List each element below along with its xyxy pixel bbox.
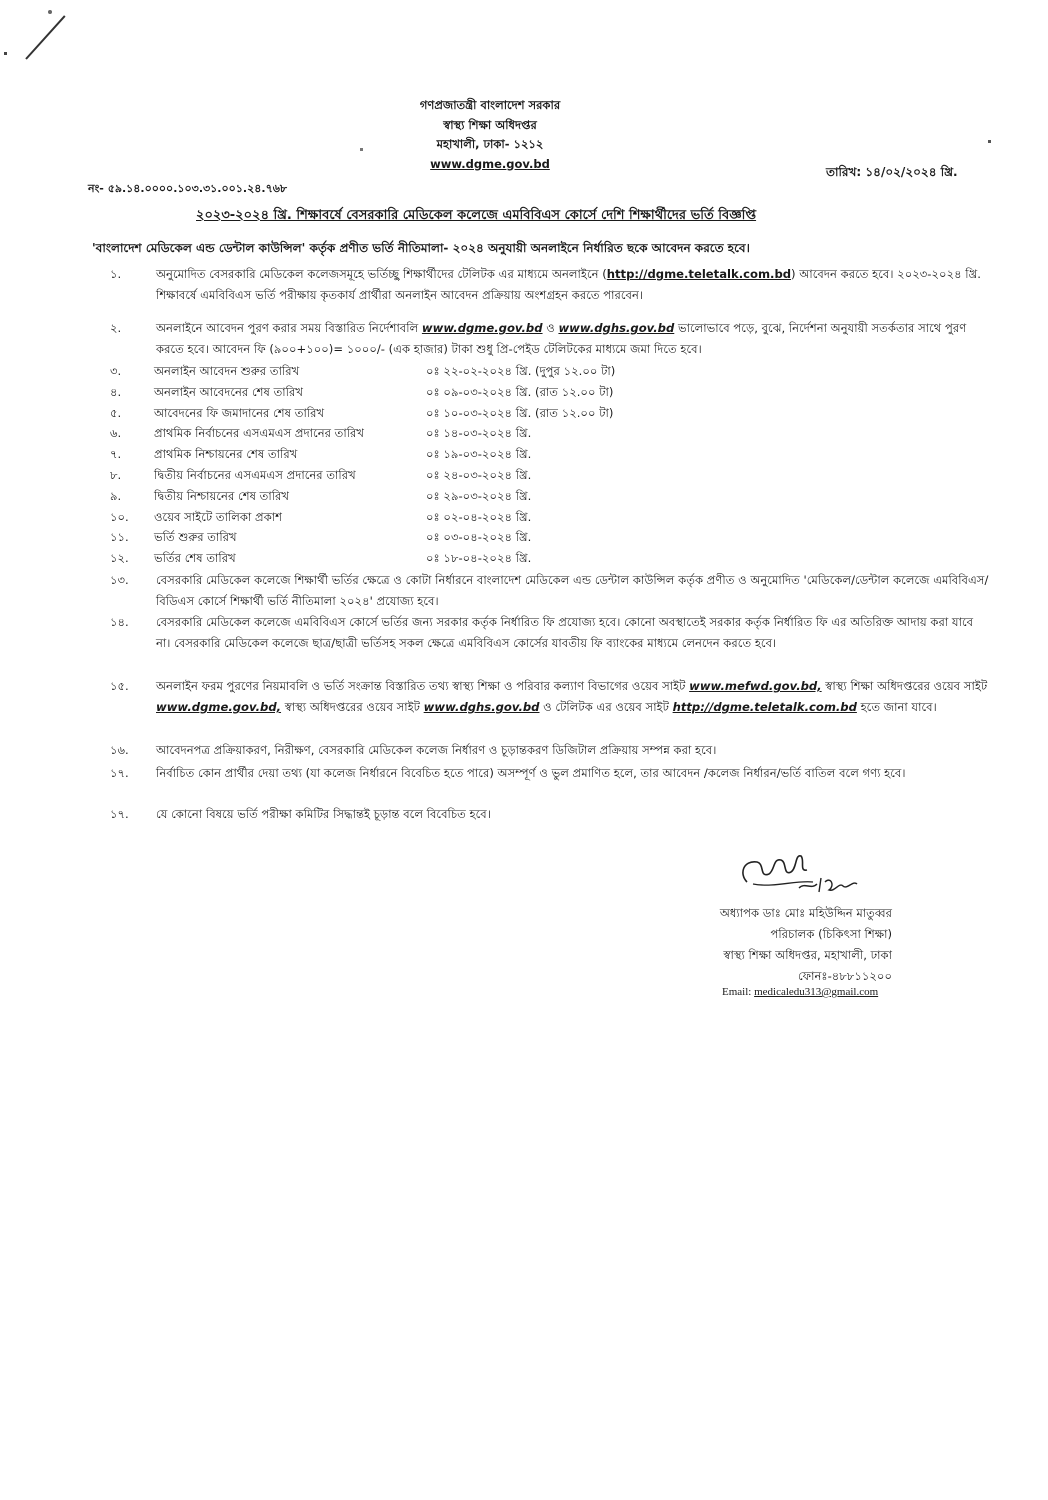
schedule-label: ওয়েব সাইটে তালিকা প্রকাশ: [154, 509, 283, 524]
schedule-date: ০ঃ ০৩-০৪-২০২৪ খ্রি.: [426, 530, 532, 545]
schedule-date: ০ঃ ১৯-০৩-২০২৪ খ্রি.: [426, 447, 532, 462]
signatory-block: [660, 903, 892, 987]
item-number: ৭.: [110, 447, 122, 462]
header-address: মহাখালী, ঢাকা- ১২১২: [436, 137, 544, 151]
list-item: [110, 612, 990, 654]
schedule-label: প্রাথমিক নির্বাচনের এসএমএস প্রদানের তারিখ: [154, 426, 365, 441]
notice-subtitle: 'বাংলাদেশ মেডিকেল এন্ড ডেন্টাল কাউন্সিল' কর্তৃক প্রণীত ভর্তি নীতিমালা- ২০২৪ অনুযায়ী অনলাইনে নির্ধারিত ছকে আবেদন করতে হবে।: [92, 241, 750, 255]
item-number: ৬.: [110, 426, 122, 441]
list-item: [110, 804, 990, 825]
header-department: স্বাস্থ্য শিক্ষা অধিদপ্তর: [443, 117, 537, 132]
item-number: ১৬.: [110, 743, 129, 757]
item-text: অনুমোদিত বেসরকারি মেডিকেল কলেজসমূহে ভর্তিচ্ছু শিক্ষার্থীদের টেলিটক এর মাধ্যমে অনলাইনে (http://dgme.teletalk.com.bd) আবেদন করতে হবে। ২০২৩-২০২৪ খ্রি. শিক্ষাবর্ষে এমবিবিএস ভর্তি পরীক্ষায় কৃতকার্য প্রার্থীরা অনলাইন আবেদন প্রক্রিয়ায় অংশগ্রহন করতে পারবেন।: [156, 267, 981, 302]
pen-mark: [25, 15, 65, 59]
schedule-label: ভর্তির শেষ তারিখ: [154, 551, 236, 566]
mefwd-link[interactable]: www.mefwd.gov.bd,: [689, 679, 822, 693]
item-number: ১৭.: [110, 766, 129, 780]
item-number: ১.: [110, 267, 122, 281]
teletalk-link[interactable]: http://dgme.teletalk.com.bd: [672, 700, 857, 714]
reference-number: নং- ৫৯.১৪.০০০০.১০৩.৩১.০০১.২৪.৭৬৮: [88, 182, 288, 195]
teletalk-link[interactable]: http://dgme.teletalk.com.bd: [606, 267, 792, 281]
item-number: ১৫.: [110, 679, 129, 693]
signatory-email-line: Email: medicaledu313@gmail.com: [722, 986, 879, 998]
schedule-label: দ্বিতীয় নির্বাচনের এসএমএস প্রদানের তারিখ: [154, 467, 356, 482]
schedule-date: ০ঃ ০২-০৪-২০২৪ খ্রি.: [426, 509, 532, 524]
signatory-title: পরিচালক (চিকিৎসা শিক্ষা): [770, 927, 892, 941]
header-government: গণপ্রজাতন্ত্রী বাংলাদেশ সরকার: [419, 98, 561, 112]
item-number: ৯.: [110, 488, 122, 503]
list-item: [110, 264, 990, 306]
item-number: ১৪.: [110, 615, 129, 629]
schedule-date: ০ঃ ২২-০২-২০২৪ খ্রি. (দুপুর ১২.০০ টা): [426, 364, 616, 378]
signatory-office: স্বাস্থ্য শিক্ষা অধিদপ্তর, মহাখালী, ঢাকা: [723, 948, 892, 962]
list-item: [110, 570, 990, 612]
scan-speck: [48, 10, 52, 14]
dghs-link[interactable]: www.dghs.gov.bd: [558, 321, 675, 335]
scan-speck: [360, 148, 363, 151]
item-text: বেসরকারি মেডিকেল কলেজে শিক্ষার্থী ভর্তির ক্ষেত্রে ও কোটা নির্ধারনে বাংলাদেশ মেডিকেল এন্ড ডেন্টাল কাউন্সিল কর্তৃক প্রণীত ও অনুমোদিত 'মেডিকেল/ডেন্টাল কলেজে এমবিবিএস/বিডিএস কোর্সে শিক্ষার্থী ভর্তি নীতিমালা ২০২৪' প্রযোজ্য হবে।: [156, 573, 989, 608]
schedule-date: ০ঃ ০৯-০৩-২০২৪ খ্রি. (রাত ১২.০০ টা): [426, 384, 614, 399]
item-number: ১১.: [110, 530, 129, 545]
schedule-label: আবেদনের ফি জমাদানের শেষ তারিখ: [154, 405, 325, 420]
schedule-date: ০ঃ ২৪-০৩-২০২৪ খ্রি.: [426, 467, 532, 482]
schedule-date: ০ঃ ১০-০৩-২০২৪ খ্রি. (রাত ১২.০০ টা): [426, 405, 614, 420]
item-text: যে কোনো বিষয়ে ভর্তি পরীক্ষা কমিটির সিদ্ধান্তই চূড়ান্ত বলে বিবেচিত হবে।: [156, 807, 491, 821]
item-text: অনলাইনে আবেদন পুরণ করার সময় বিস্তারিত নির্দেশাবলি www.dgme.gov.bd ও www.dghs.gov.bd ভালোভাবে পড়ে, বুঝে, নির্দেশনা অনুযায়ী সতর্কতার সাথে পুরণ করতে হবে। আবেদন ফি (৯০০+১০০)= ১০০০/- (এক হাজার) টাকা শুধু প্রি-পেইড টেলিটকের মাধ্যমে জমা দিতে হবে।: [156, 321, 967, 356]
item-number: ৫.: [110, 405, 122, 420]
schedule-label: অনলাইন আবেদন শুরুর তারিখ: [154, 364, 300, 378]
signatory-name: অধ্যাপক ডাঃ মোঃ মহিউদ্দিন মাতুব্বর: [719, 906, 892, 920]
schedule-label: ভর্তি শুরুর তারিখ: [154, 530, 237, 545]
list-item: [110, 763, 990, 784]
header-website[interactable]: www.dgme.gov.bd: [430, 156, 550, 171]
item-text: অনলাইন ফরম পুরণের নিয়মাবলি ও ভর্তি সংক্রান্ত বিস্তারিত তথ্য স্বাস্থ্য শিক্ষা ও পরিবার কল্যাণ বিভাগের ওয়েব সাইট www.mefwd.gov.bd, স্বাস্থ্য শিক্ষা অধিদপ্তরের ওয়েব সাইট www.dgme.gov.bd, স্বাস্থ্য অধিদপ্তরের ওয়েব সাইট www.dghs.gov.bd ও টেলিটক এর ওয়েব সাইট http://dgme.teletalk.com.bd হতে জানা যাবে।: [156, 679, 988, 714]
dgme-link[interactable]: www.dgme.gov.bd,: [156, 700, 282, 714]
item-text: নির্বাচিত কোন প্রার্থীর দেয়া তথ্য (যা কলেজ নির্ধারনে বিবেচিত হতে পারে) অসম্পূর্ণ ও ভুল প্রমাণিত হলে, তার আবেদন /কলেজ নির্ধারন/ভর্তি বাতিল বলে গণ্য হবে।: [156, 766, 906, 780]
item-number: ১২.: [110, 551, 129, 566]
schedule-label: প্রাথমিক নিশ্চায়নের শেষ তারিখ: [154, 447, 298, 462]
item-text: বেসরকারি মেডিকেল কলেজে এমবিবিএস কোর্সে ভর্তির জন্য সরকার কর্তৃক নির্ধারিত ফি প্রযোজ্য হবে। কোনো অবস্থাতেই সরকার কর্তৃক নির্ধারিত ফি এর অতিরিক্ত আদায় করা যাবে না। বেসরকারি মেডিকেল কলেজে ছাত্র/ছাত্রী ভর্তিসহ সকল ক্ষেত্রে এমবিবিএস কোর্সের যাবতীয় ফি ব্যাংকের মাধ্যমে লেনদেন করতে হবে।: [156, 615, 974, 650]
item-number: ২.: [110, 321, 122, 335]
schedule-date: ০ঃ ২৯-০৩-২০২৪ খ্রি.: [426, 488, 532, 503]
schedule-label: দ্বিতীয় নিশ্চায়নের শেষ তারিখ: [154, 488, 290, 503]
item-number: ১৭.: [110, 807, 129, 821]
dgme-link[interactable]: www.dgme.gov.bd: [421, 321, 543, 335]
scan-speck: [4, 52, 7, 55]
schedule-label: অনলাইন আবেদনের শেষ তারিখ: [154, 384, 303, 399]
scan-speck: [988, 140, 991, 143]
notice-title: ২০২৩-২০২৪ খ্রি. শিক্ষাবর্ষে বেসরকারি মেডিকেল কলেজে এমবিবিএস কোর্সে দেশি শিক্ষার্থীদের ভর্তি বিজ্ঞপ্তি: [196, 208, 757, 223]
list-item: [110, 740, 990, 761]
letterhead: [380, 96, 600, 174]
item-number: ৮.: [110, 467, 122, 482]
item-text: আবেদনপত্র প্রক্রিয়াকরণ, নিরীক্ষণ, বেসরকারি মেডিকেল কলেজ নির্ধারণ ও চূড়ান্তকরণ ডিজিটাল প্রক্রিয়ায় সম্পন্ন করা হবে।: [156, 743, 717, 757]
item-number: ১৩.: [110, 573, 129, 587]
email-link[interactable]: medicaledu313@gmail.com: [754, 986, 879, 998]
item-number: ১০.: [110, 509, 129, 524]
schedule-date: ০ঃ ১৮-০৪-২০২৪ খ্রি.: [426, 551, 532, 566]
document-date: তারিখ: ১৪/০২/২০২৪ খ্রি.: [826, 165, 958, 179]
schedule-date: ০ঃ ১৪-০৩-২০২৪ খ্রি.: [426, 426, 532, 441]
item-number: ৪.: [110, 384, 122, 399]
handwritten-signature: [735, 852, 865, 894]
dghs-link[interactable]: www.dghs.gov.bd: [423, 700, 540, 714]
list-item: [110, 676, 990, 718]
item-number: ৩.: [110, 364, 122, 378]
signatory-phone: ফোনঃ-৪৮৮১১২০০: [797, 969, 892, 983]
list-item: [110, 318, 990, 360]
